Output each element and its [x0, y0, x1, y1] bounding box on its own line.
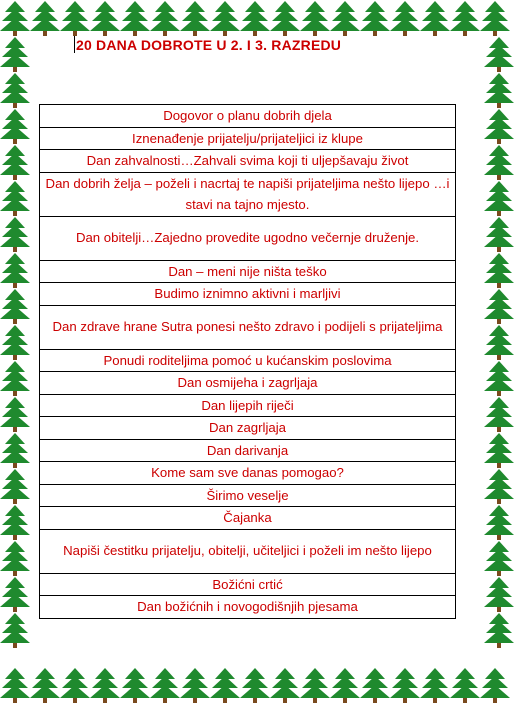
christmas-tree-icon — [0, 469, 30, 504]
christmas-tree-icon — [450, 1, 480, 36]
christmas-tree-icon — [484, 73, 514, 108]
christmas-tree-icon — [484, 145, 514, 180]
christmas-tree-icon — [360, 668, 390, 703]
christmas-tree-icon — [240, 1, 270, 36]
christmas-tree-icon — [0, 1, 30, 36]
christmas-tree-icon — [484, 217, 514, 252]
table-row — [40, 507, 456, 530]
christmas-tree-icon — [450, 668, 480, 703]
table-cell: Ponudi roditeljima pomoć u kućanskim poslovima — [40, 349, 456, 372]
christmas-tree-icon — [0, 145, 30, 180]
table-row — [40, 439, 456, 462]
table-cell: Kome sam sve danas pomogao? — [40, 462, 456, 485]
table-cell: Iznenađenje prijatelju/prijateljici iz klupe — [40, 127, 456, 150]
christmas-tree-icon — [484, 289, 514, 324]
christmas-tree-icon — [480, 668, 510, 703]
christmas-tree-icon — [30, 1, 60, 36]
christmas-tree-icon — [300, 668, 330, 703]
christmas-tree-icon — [330, 1, 360, 36]
christmas-tree-icon — [0, 505, 30, 540]
table-cell: Budimo iznimno aktivni i marljivi — [40, 283, 456, 306]
christmas-tree-icon — [484, 181, 514, 216]
kindness-days-table — [39, 104, 456, 619]
christmas-tree-icon — [390, 668, 420, 703]
christmas-tree-icon — [0, 577, 30, 612]
christmas-tree-icon — [150, 1, 180, 36]
page-title: 20 DANA DOBROTE U 2. I 3. RAZREDU — [76, 37, 342, 53]
christmas-tree-icon — [0, 109, 30, 144]
christmas-tree-icon — [270, 1, 300, 36]
christmas-tree-icon — [484, 109, 514, 144]
table-cell: Dan božićnih i novogodišnjih pjesama — [40, 596, 456, 619]
christmas-tree-icon — [390, 1, 420, 36]
christmas-tree-icon — [484, 361, 514, 396]
christmas-tree-icon — [210, 1, 240, 36]
christmas-tree-icon — [0, 181, 30, 216]
christmas-tree-icon — [0, 253, 30, 288]
table-cell: Dan obitelji…Zajedno provedite ugodno večernje druženje. — [40, 216, 456, 260]
christmas-tree-icon — [270, 668, 300, 703]
christmas-tree-icon — [420, 668, 450, 703]
table-row — [40, 417, 456, 440]
christmas-tree-icon — [484, 469, 514, 504]
table-cell: Božićni crtić — [40, 573, 456, 596]
table-row — [40, 216, 456, 260]
table-cell: Čajanka — [40, 507, 456, 530]
table-cell: Dan lijepih riječi — [40, 394, 456, 417]
christmas-tree-icon — [484, 613, 514, 648]
christmas-tree-icon — [60, 668, 90, 703]
table-cell: Dan – meni nije ništa teško — [40, 260, 456, 283]
table-row — [40, 260, 456, 283]
table-cell: Dan zagrljaja — [40, 417, 456, 440]
christmas-tree-icon — [484, 397, 514, 432]
table-row — [40, 394, 456, 417]
christmas-tree-icon — [420, 1, 450, 36]
christmas-tree-icon — [484, 577, 514, 612]
christmas-tree-icon — [0, 613, 30, 648]
table-row — [40, 349, 456, 372]
table-row — [40, 596, 456, 619]
christmas-tree-icon — [0, 217, 30, 252]
christmas-tree-icon — [0, 361, 30, 396]
table-row — [40, 462, 456, 485]
table-row — [40, 305, 456, 349]
christmas-tree-icon — [0, 289, 30, 324]
christmas-tree-icon — [484, 505, 514, 540]
table-row — [40, 529, 456, 573]
table-row — [40, 573, 456, 596]
table-row — [40, 172, 456, 216]
christmas-tree-icon — [484, 541, 514, 576]
christmas-tree-icon — [120, 668, 150, 703]
christmas-tree-icon — [180, 668, 210, 703]
christmas-tree-icon — [0, 325, 30, 360]
christmas-tree-icon — [480, 1, 510, 36]
christmas-tree-icon — [120, 1, 150, 36]
christmas-tree-icon — [60, 1, 90, 36]
table-row — [40, 283, 456, 306]
christmas-tree-icon — [90, 668, 120, 703]
christmas-tree-icon — [0, 433, 30, 468]
christmas-tree-icon — [0, 541, 30, 576]
table-cell: Dan zahvalnosti…Zahvali svima koji ti uljepšavaju život — [40, 150, 456, 173]
table-cell: Širimo veselje — [40, 484, 456, 507]
christmas-tree-icon — [360, 1, 390, 36]
christmas-tree-icon — [330, 668, 360, 703]
table-cell: Dan dobrih želja – poželi i nacrtaj te napiši prijateljima nešto lijepo …i stavi na tajno mjesto. — [40, 172, 456, 216]
table-cell: Dan zdrave hrane Sutra ponesi nešto zdravo i podijeli s prijateljima — [40, 305, 456, 349]
christmas-tree-icon — [0, 668, 30, 703]
table-cell: Dogovor o planu dobrih djela — [40, 105, 456, 128]
text-cursor — [74, 36, 75, 53]
christmas-tree-icon — [30, 668, 60, 703]
christmas-tree-icon — [484, 433, 514, 468]
table-cell: Napiši čestitku prijatelju, obitelji, učiteljici i poželi im nešto lijepo — [40, 529, 456, 573]
table-row — [40, 372, 456, 395]
christmas-tree-icon — [0, 73, 30, 108]
table-row — [40, 105, 456, 128]
table-row — [40, 127, 456, 150]
christmas-tree-icon — [240, 668, 270, 703]
christmas-tree-icon — [0, 37, 30, 72]
table-cell: Dan darivanja — [40, 439, 456, 462]
christmas-tree-icon — [90, 1, 120, 36]
table-row — [40, 484, 456, 507]
christmas-tree-icon — [180, 1, 210, 36]
christmas-tree-icon — [484, 325, 514, 360]
christmas-tree-icon — [0, 397, 30, 432]
table-cell: Dan osmijeha i zagrljaja — [40, 372, 456, 395]
christmas-tree-icon — [210, 668, 240, 703]
christmas-tree-icon — [484, 37, 514, 72]
table-row — [40, 150, 456, 173]
christmas-tree-icon — [484, 253, 514, 288]
christmas-tree-icon — [300, 1, 330, 36]
christmas-tree-icon — [150, 668, 180, 703]
